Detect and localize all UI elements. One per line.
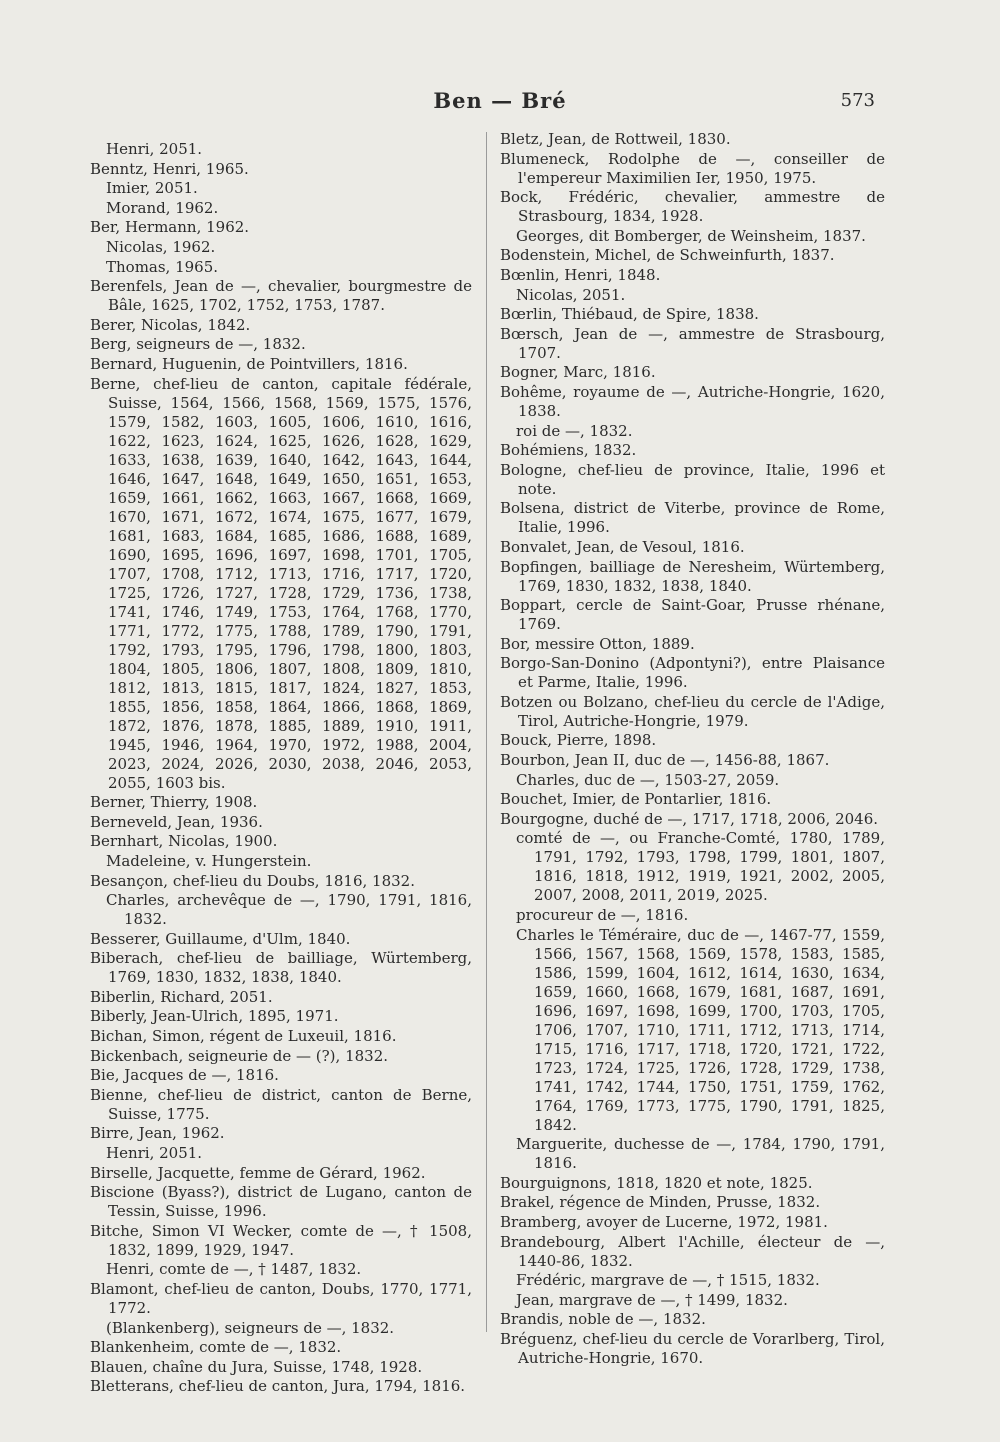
index-entry: Brakel, régence de Minden, Prusse, 1832. [500,1193,821,1212]
index-entry: Berg, seigneurs de —, 1832. [90,335,306,354]
index-entry: Berner, Thierry, 1908. [90,793,258,812]
index-entry: Bickenbach, seigneurie de — (?), 1832. [90,1046,389,1065]
index-entry: Besserer, Guillaume, d'Ulm, 1840. [90,929,351,948]
index-entry: Bodenstein, Michel, de Schweinfurth, 1837. [500,246,835,265]
index-entry: Frédéric, margrave de —, † 1515, 1832. [516,1271,820,1290]
index-entry: procureur de —, 1816. [516,906,689,925]
index-entry: Bopfingen, bailliage de Neresheim, Würtemberg, 1769, 1830, 1832, 1838, 1840. [500,557,885,595]
page-number: 573 [840,90,875,111]
index-entry: Madeleine, v. Hungerstein. [106,851,312,870]
index-entry: Benntz, Henri, 1965. [90,159,249,178]
index-entry: Bonvalet, Jean, de Vesoul, 1816. [500,537,745,556]
index-entry: Henri, 2051. [106,1144,203,1163]
index-column-right [500,130,885,1369]
index-entry: Bœnlin, Henri, 1848. [500,265,661,284]
index-entry: Morand, 1962. [106,198,219,217]
index-entry: Botzen ou Bolzano, chef-lieu du cercle de l'Adige, Tirol, Autriche-Hongrie, 1979. [500,692,885,730]
index-entry: Bourgogne, duché de —, 1717, 1718, 2006, 2046. [500,809,879,828]
index-entry: Brandebourg, Albert l'Achille, électeur de —, 1440-86, 1832. [500,1232,885,1270]
index-entry: (Blankenberg), seigneurs de —, 1832. [106,1318,395,1337]
index-entry: Blankenheim, comte de —, 1832. [90,1338,342,1357]
index-entry: Bie, Jacques de —, 1816. [90,1066,279,1085]
index-entry: Marguerite, duchesse de —, 1784, 1790, 1791, 1816. [516,1135,885,1173]
index-entry: Bohême, royaume de —, Autriche-Hongrie, 1620, 1838. [500,382,885,420]
index-entry: Charles, archevêque de —, 1790, 1791, 1816, 1832. [106,891,472,929]
index-entry: Bœrlin, Thiébaud, de Spire, 1838. [500,305,759,324]
index-entry: Berne, chef-lieu de canton, capitale fédérale, Suisse, 1564, 1566, 1568, 1569, 1575, 1576, 1579, 1582, 1603, 1605, 1606, 1610, 1616, 1622, 1623, 1624, 1625, 1626, 1628, 1629, 1633, 1638, 1639, 1640, 1642, 1643, 1644, 1646, 1647, 1648, 1649, 1650, 1651, 1653, 1659, 1661, 1662, 1663, 1667, 1668, 1669, 1670, 1671, 1672, 1674, 1675, 1677, 1679, 1681, 1683, 1684, 1685, 1686, 1688, 1689, 1690, 1695, 1696, 1697, 1698, 1701, 1705, 1707, 1708, 1712, 1713, 1716, 1717, 1720, 1725, 1726, 1727, 1728, 1729, 1736, 1738, 1741, 1746, 1749, 1753, 1764, 1768, 1770, 1771, 1772, 1775, 1788, 1789, 1790, 1791, 1792, 1793, 1795, 1796, 1798, 1800, 1803, 1804, 1805, 1806, 1807, 1808, 1809, 1810, 1812, 1813, 1815, 1817, 1824, 1827, 1853, 1855, 1856, 1858, 1864, 1866, 1868, 1869, 1872, 1876, 1878, 1885, 1889, 1910, 1911, 1945, 1946, 1964, 1970, 1972, 1988, 2004, 2023, 2024, 2026, 2030, 2038, 2046, 2053, 2055, 1603 bis. [90,374,472,792]
index-entry: Nicolas, 2051. [516,285,626,304]
index-entry: Charles le Téméraire, duc de —, 1467-77, 1559, 1566, 1567, 1568, 1569, 1578, 1583, 1585, 1586, 1599, 1604, 1612, 1614, 1630, 1634, 1659, 1660, 1668, 1679, 1681, 1687, 1691, 1696, 1697, 1698, 1699, 1700, 1703, 1705, 1706, 1707, 1710, 1711, 1712, 1713, 1714, 1715, 1716, 1717, 1718, 1720, 1721, 1722, 1723, 1724, 1725, 1726, 1728, 1729, 1738, 1741, 1742, 1744, 1750, 1751, 1759, 1762, 1764, 1769, 1773, 1775, 1790, 1791, 1825, 1842. [516,925,885,1134]
index-entry: Georges, dit Bomberger, de Weinsheim, 1837. [516,226,866,245]
index-entry: Jean, margrave de —, † 1499, 1832. [516,1290,788,1309]
index-column-left [90,140,472,1397]
index-entry: Bitche, Simon VI Wecker, comte de —, † 1508, 1832, 1899, 1929, 1947. [90,1221,472,1259]
index-entry: Berneveld, Jean, 1936. [90,812,263,831]
index-entry: Bramberg, avoyer de Lucerne, 1972, 1981. [500,1213,828,1231]
index-entry: Charles, duc de —, 1503-27, 2059. [516,770,780,789]
index-entry: Bletterans, chef-lieu de canton, Jura, 1794, 1816. [90,1377,466,1396]
index-entry: Brandis, noble de —, 1832. [500,1310,706,1329]
index-entry: Biberly, Jean-Ulrich, 1895, 1971. [90,1007,339,1026]
index-entry: Biberlin, Richard, 2051. [90,987,273,1006]
index-entry: Nicolas, 1962. [106,237,216,256]
index-entry: Blauen, chaîne du Jura, Suisse, 1748, 1928. [90,1357,423,1376]
index-entry: Birselle, Jacquette, femme de Gérard, 1962. [90,1163,426,1182]
index-entry: Biscione (Byass?), district de Lugano, canton de Tessin, Suisse, 1996. [90,1183,472,1221]
index-entry: Bolsena, district de Viterbe, province de Rome, Italie, 1996. [500,499,885,537]
index-entry: Blumeneck, Rodolphe de —, conseiller de l'empereur Maximilien Ier, 1950, 1975. [500,149,885,187]
index-entry: Bletz, Jean, de Rottweil, 1830. [500,130,731,148]
index-entry: Besançon, chef-lieu du Doubs, 1816, 1832. [90,871,415,890]
index-entry: Bouck, Pierre, 1898. [500,731,657,750]
index-entry: Biberach, chef-lieu de bailliage, Würtemberg, 1769, 1830, 1832, 1838, 1840. [90,949,472,987]
index-entry: Bock, Frédéric, chevalier, ammestre de Strasbourg, 1834, 1928. [500,188,885,226]
index-entry: Birre, Jean, 1962. [90,1124,225,1143]
index-entry: Bologne, chef-lieu de province, Italie, 1996 et note. [500,460,885,498]
index-entry: Ber, Hermann, 1962. [90,218,250,237]
index-entry: Bienne, chef-lieu de district, canton de Berne, Suisse, 1775. [90,1085,472,1123]
index-entry: Bouchet, Imier, de Pontarlier, 1816. [500,790,772,809]
index-entry: Bœrsch, Jean de —, ammestre de Strasbourg, 1707. [500,324,885,362]
index-entry: Borgo-San-Donino (Adpontyni?), entre Plaisance et Parme, Italie, 1996. [500,654,885,692]
index-entry: Bor, messire Otton, 1889. [500,634,695,653]
index-entry: roi de —, 1832. [516,421,633,440]
index-entry: Thomas, 1965. [106,257,219,276]
index-entry: Bichan, Simon, régent de Luxeuil, 1816. [90,1027,397,1046]
index-entry: comté de —, ou Franche-Comté, 1780, 1789, 1791, 1792, 1793, 1798, 1799, 1801, 1807, 1816, 1818, 1912, 1919, 1921, 2002, 2005, 2007, 2008, 2011, 2019, 2025. [516,829,885,905]
column-divider [486,132,487,1332]
index-entry: Bréguenz, chef-lieu du cercle de Vorarlberg, Tirol, Autriche-Hongrie, 1670. [500,1329,885,1367]
index-entry: Henri, comte de —, † 1487, 1832. [106,1260,362,1279]
index-entry: Bourguignons, 1818, 1820 et note, 1825. [500,1173,813,1192]
index-entry: Berer, Nicolas, 1842. [90,315,251,334]
page-title: Ben — Bré [433,88,567,113]
index-entry: Bernhart, Nicolas, 1900. [90,832,278,851]
index-entry: Bernard, Huguenin, de Pointvillers, 1816. [90,354,408,373]
index-entry: Blamont, chef-lieu de canton, Doubs, 1770, 1771, 1772. [90,1280,472,1317]
index-entry: Boppart, cercle de Saint-Goar, Prusse rhénane, 1769. [500,596,885,634]
index-entry: Berenfels, Jean de —, chevalier, bourgmestre de Bâle, 1625, 1702, 1752, 1753, 1787. [90,277,472,315]
index-entry: Bourbon, Jean II, duc de —, 1456-88, 1867. [500,751,830,770]
index-entry: Henri, 2051. [106,140,203,158]
index-entry: Bohémiens, 1832. [500,441,637,460]
index-entry: Imier, 2051. [106,179,198,198]
index-entry: Bogner, Marc, 1816. [500,363,656,382]
